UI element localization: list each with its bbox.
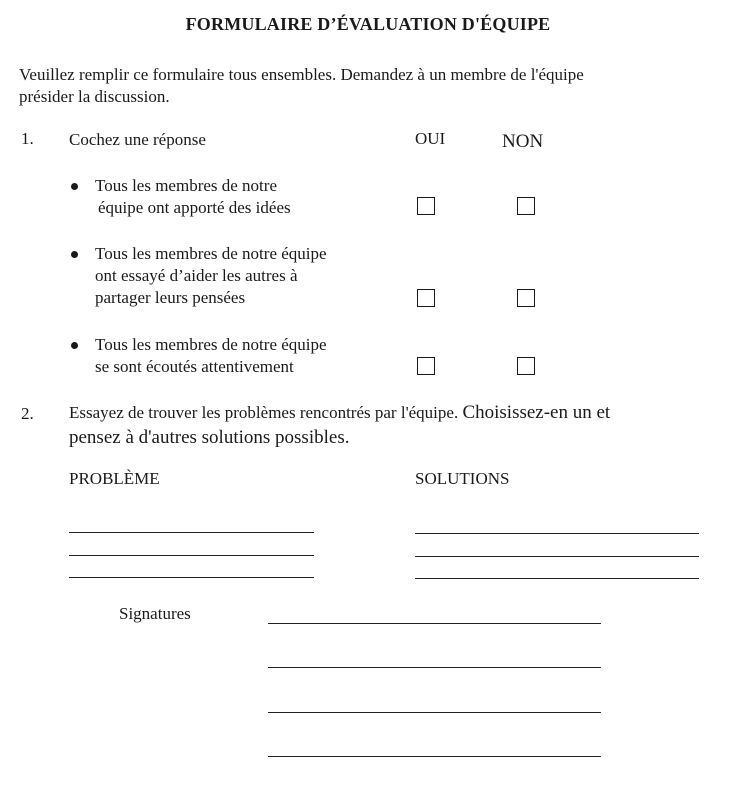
yes-column-header: OUI xyxy=(415,129,446,148)
form-title: FORMULAIRE D’ÉVALUATION D'ÉQUIPE xyxy=(185,14,551,34)
question-2-prompt-line-2: pensez à d'autres solutions possibles. xyxy=(69,427,350,448)
bullet-icon xyxy=(71,183,78,190)
signature-line-2[interactable] xyxy=(268,667,601,668)
bullet-icon xyxy=(71,342,78,349)
problem-header: PROBLÈME xyxy=(69,469,160,488)
checklist-item-1 xyxy=(95,175,291,219)
solution-line-3[interactable] xyxy=(415,578,699,579)
instructions-line-1: Veuillez remplir ce formulaire tous ensembles. Demandez à un membre de l'équipe xyxy=(19,65,584,84)
form-instructions xyxy=(19,64,709,108)
item-3-no-checkbox[interactable] xyxy=(517,357,535,375)
bullet-icon xyxy=(71,251,78,258)
solutions-header: SOLUTIONS xyxy=(415,469,510,488)
item-1-line-2: équipe ont apporté des idées xyxy=(98,198,291,217)
item-1-no-checkbox[interactable] xyxy=(517,197,535,215)
item-2-no-checkbox[interactable] xyxy=(517,289,535,307)
question-2-prompt-part-2: Choisissez-en un et xyxy=(462,402,611,423)
item-3-line-2: se sont écoutés attentivement xyxy=(95,357,294,376)
no-column-header: NON xyxy=(502,131,544,152)
signatures-label: Signatures xyxy=(119,604,191,623)
question-1-number: 1. xyxy=(21,129,34,148)
signature-line-3[interactable] xyxy=(268,712,601,713)
checklist-item-2 xyxy=(95,243,327,309)
question-2-prompt-part-1: Essayez de trouver les problèmes rencontrés par l'équipe. xyxy=(69,403,459,422)
signature-line-1[interactable] xyxy=(268,623,601,624)
problem-line-2[interactable] xyxy=(69,555,314,556)
solution-line-2[interactable] xyxy=(415,556,699,557)
instructions-line-2: présider la discussion. xyxy=(19,87,170,106)
question-1-prompt: Cochez une réponse xyxy=(69,130,206,149)
item-3-yes-checkbox[interactable] xyxy=(417,357,435,375)
question-2-prompt xyxy=(69,402,729,449)
item-2-yes-checkbox[interactable] xyxy=(417,289,435,307)
item-3-line-1: Tous les membres de notre équipe xyxy=(95,335,327,354)
signature-line-4[interactable] xyxy=(268,756,601,757)
item-1-yes-checkbox[interactable] xyxy=(417,197,435,215)
solution-line-1[interactable] xyxy=(415,533,699,534)
item-2-line-1: Tous les membres de notre équipe xyxy=(95,244,327,263)
checklist-item-3 xyxy=(95,334,327,378)
question-2-number: 2. xyxy=(21,404,34,423)
item-2-line-3: partager leurs pensées xyxy=(95,288,246,307)
problem-line-1[interactable] xyxy=(69,532,314,533)
item-1-line-1: Tous les membres de notre xyxy=(95,176,277,195)
item-2-line-2: ont essayé d’aider les autres à xyxy=(95,266,298,285)
problem-line-3[interactable] xyxy=(69,577,314,578)
